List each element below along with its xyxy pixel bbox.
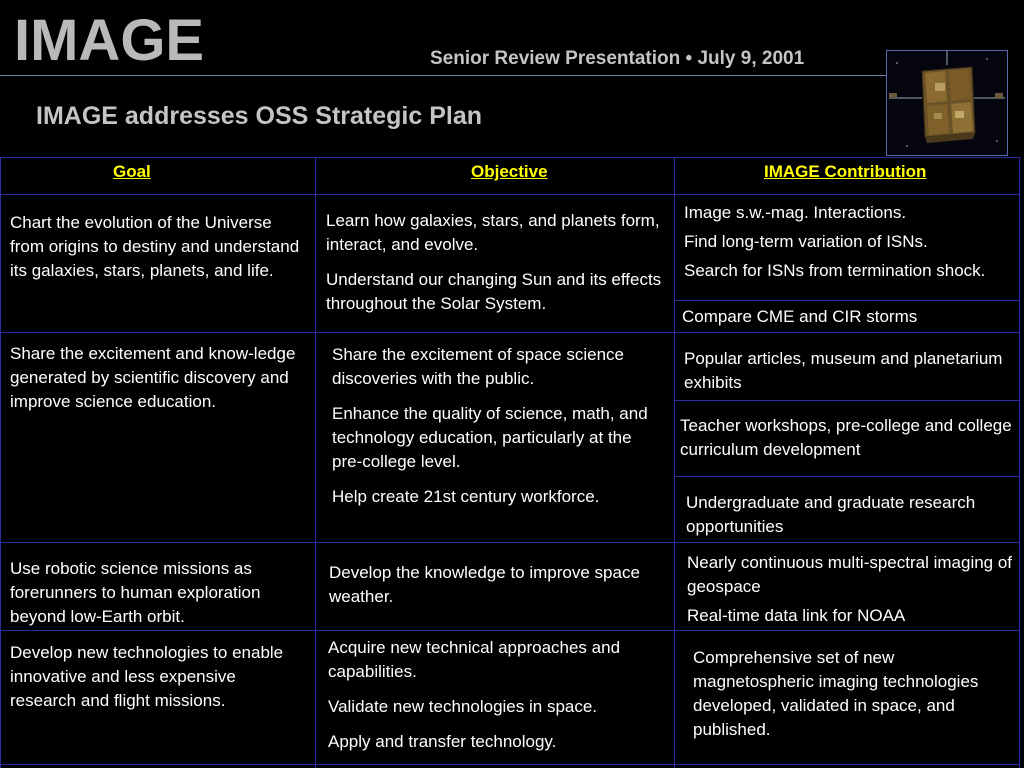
page-title: IMAGE addresses OSS Strategic Plan — [36, 102, 482, 130]
row-1-goal: Chart the evolution of the Universe from origins to destiny and understand its galaxies, stars, planets, and life. — [10, 213, 300, 280]
row-3-contributions — [687, 551, 1014, 633]
row-2-contribution-1: Popular articles, museum and planetarium exhibits — [684, 349, 1003, 392]
row-4-goal: Develop new technologies to enable innovative and less expensive research and flight missions. — [10, 643, 284, 710]
row-2-objective-1: Share the excitement of space science discoveries with the public. — [332, 345, 624, 388]
row-2-contribution-3: Undergraduate and graduate research opportunities — [686, 493, 976, 536]
row-4-objective-3: Apply and transfer technology. — [328, 732, 557, 751]
spacecraft-image — [886, 50, 1008, 156]
row-4-objectives — [328, 636, 668, 765]
row-1-objective-2: Understand our changing Sun and its effects throughout the Solar System. — [326, 270, 662, 313]
row-3-goal: Use robotic science missions as forerunners to human exploration beyond low-Earth orbit. — [10, 559, 261, 626]
presentation-subtitle: Senior Review Presentation • July 9, 2001 — [430, 48, 805, 69]
column-header-contribution: IMAGE Contribution — [764, 162, 927, 181]
row-4-contribution-1: Comprehensive set of new magnetospheric imaging technologies developed, validated in space, and published. — [693, 648, 979, 739]
header-divider — [0, 75, 886, 76]
row-1-contribution-1: Image s.w.-mag. Interactions. — [684, 203, 907, 222]
logo: IMAGE — [14, 8, 205, 73]
row-1-contributions — [684, 201, 1014, 288]
column-header-objective: Objective — [471, 162, 548, 181]
row-2-objective-3: Help create 21st century workforce. — [332, 487, 600, 506]
row-3-contribution-2: Real-time data link for NOAA — [687, 606, 906, 625]
row-1-objective-1: Learn how galaxies, stars, and planets form, interact, and evolve. — [326, 211, 660, 254]
row-3-contribution-1: Nearly continuous multi-spectral imaging of geospace — [687, 553, 1013, 596]
row-2-goal: Share the excitement and know-ledge generated by scientific discovery and improve science education. — [10, 344, 296, 411]
row-4-objective-1: Acquire new technical approaches and capabilities. — [328, 638, 621, 681]
row-1-contribution-4: Compare CME and CIR storms — [682, 307, 918, 326]
row-2-objectives — [332, 343, 662, 520]
row-1-contribution-2: Find long-term variation of ISNs. — [684, 232, 928, 251]
column-header-goal: Goal — [113, 162, 151, 181]
row-2-objective-2: Enhance the quality of science, math, and technology education, particularly at the pre-college level. — [332, 404, 648, 471]
row-1-contribution-3: Search for ISNs from termination shock. — [684, 261, 986, 280]
row-3-objective-1: Develop the knowledge to improve space weather. — [329, 563, 640, 606]
spacecraft-icon — [887, 51, 1007, 155]
row-1-objectives — [326, 209, 666, 327]
row-4-objective-2: Validate new technologies in space. — [328, 697, 598, 716]
row-2-contribution-2: Teacher workshops, pre-college and college curriculum development — [680, 416, 1012, 459]
